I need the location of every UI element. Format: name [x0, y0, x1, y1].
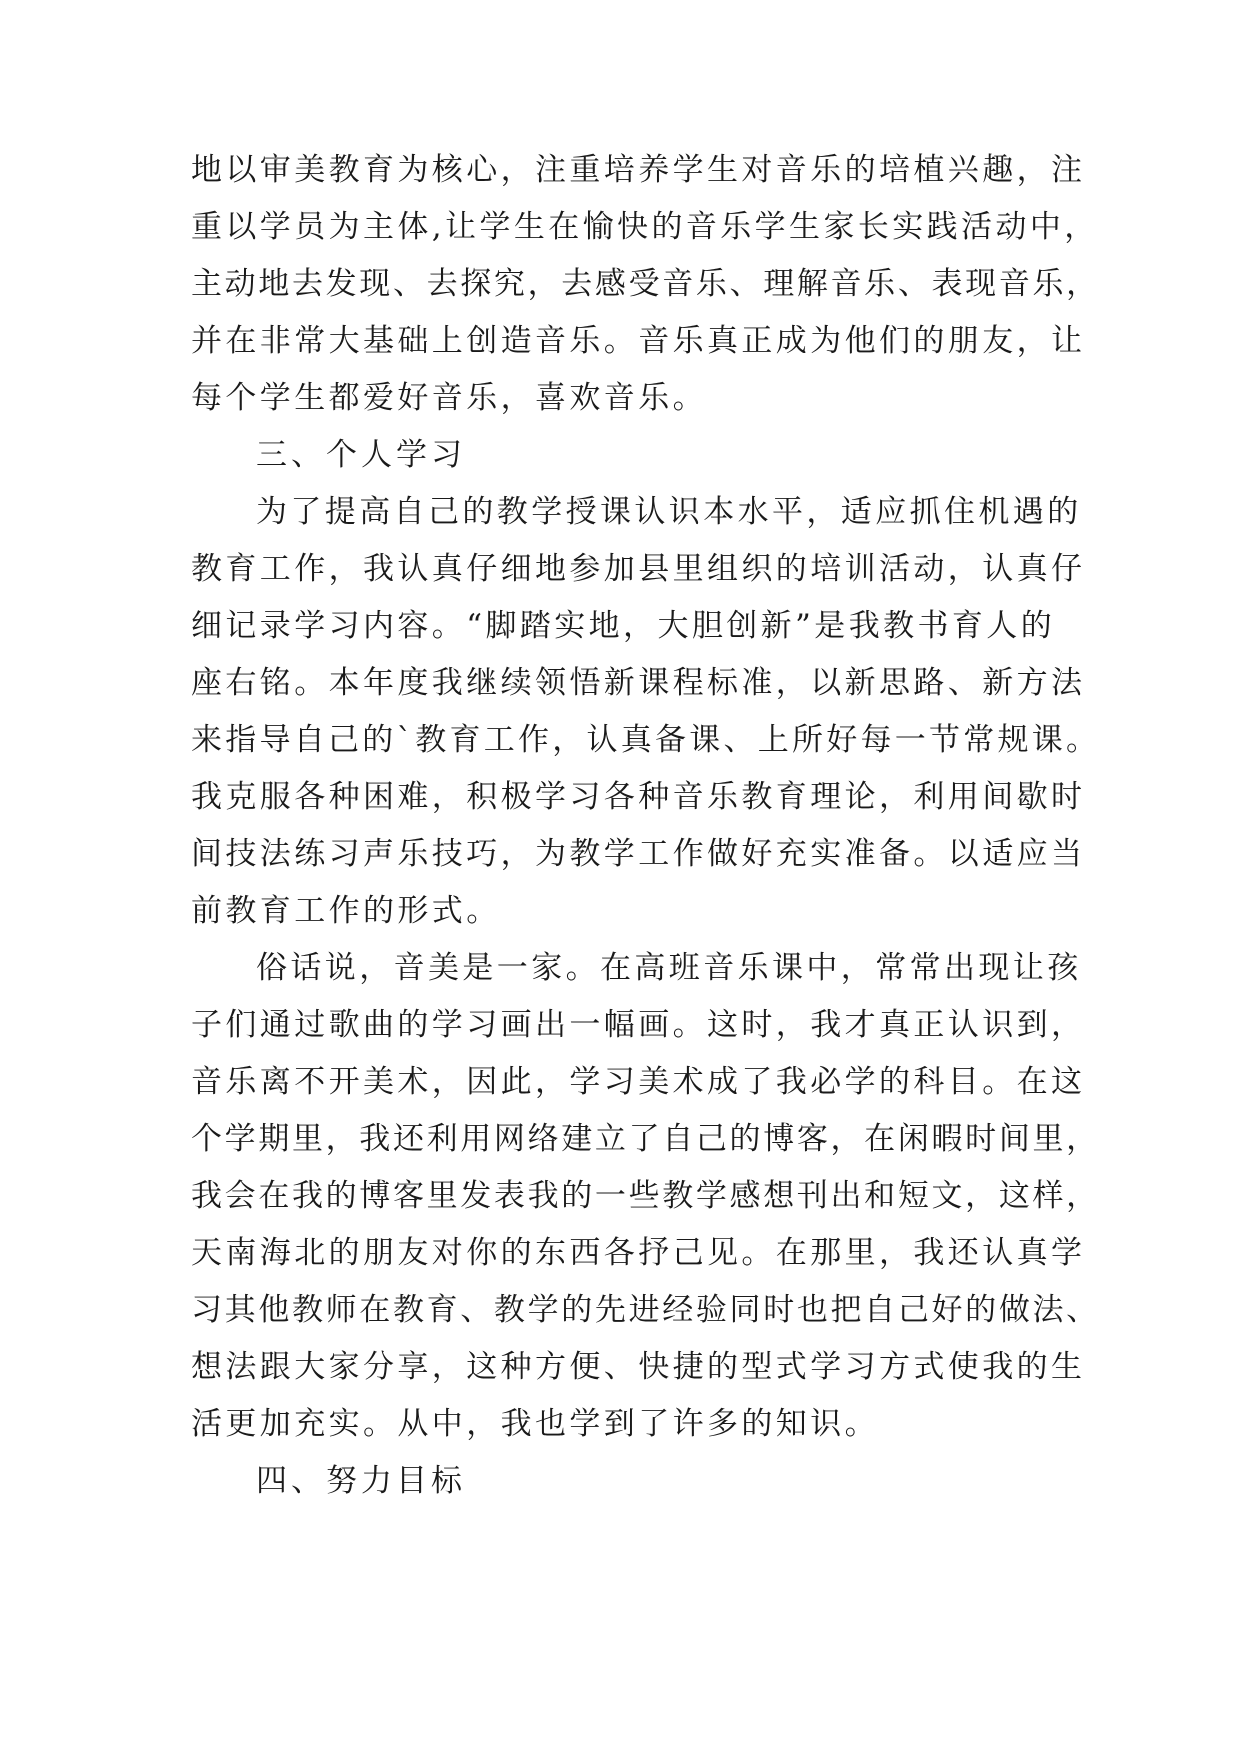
- paragraph-line: 每个学生都爱好音乐，喜欢音乐。: [191, 380, 707, 416]
- paragraph-line: 音乐离不开美术，因此，学习美术成了我必学的科目。在这: [191, 1064, 1086, 1100]
- paragraph-line: 习其他教师在教育、教学的先进经验同时也把自己好的做法、: [191, 1292, 1100, 1328]
- section-heading-personal-study: 三、个人学习: [256, 437, 466, 473]
- paragraph-line: 我会在我的博客里发表我的一些教学感想刊出和短文，这样，: [191, 1178, 1100, 1214]
- section-heading-goals: 四、努力目标: [256, 1463, 466, 1499]
- paragraph-line: 教育工作，我认真仔细地参加县里组织的培训活动，认真仔: [191, 551, 1086, 587]
- paragraph-line: 天南海北的朋友对你的东西各抒己见。在那里，我还认真学: [191, 1235, 1086, 1271]
- paragraph-line: 我克服各种困难，积极学习各种音乐教育理论，利用间歇时: [191, 779, 1086, 815]
- paragraph-line: 子们通过歌曲的学习画出一幅画。这时，我才真正认识到，: [191, 1007, 1086, 1043]
- paragraph-line: 想法跟大家分享，这种方便、快捷的型式学习方式使我的生: [191, 1349, 1086, 1385]
- paragraph-line: 间技法练习声乐技巧，为教学工作做好充实准备。以适应当: [191, 836, 1086, 872]
- paragraph-line: 重以学员为主体,让学生在愉快的音乐学生家长实践活动中，: [191, 209, 1099, 245]
- paragraph-line: 主动地去发现、去探究，去感受音乐、理解音乐、表现音乐，: [191, 266, 1100, 302]
- paragraph-line: 前教育工作的形式。: [191, 893, 501, 929]
- paragraph-line: 座右铭。本年度我继续领悟新课程标准，以新思路、新方法: [191, 665, 1086, 701]
- paragraph-first-line: 为了提高自己的教学授课认识本水平，适应抓住机遇的: [256, 494, 1082, 530]
- paragraph-line: 个学期里，我还利用网络建立了自己的博客，在闲暇时间里，: [191, 1121, 1100, 1157]
- paragraph-line: 细记录学习内容。“脚踏实地，大胆创新”是我教书育人的: [191, 608, 1056, 644]
- paragraph-first-line: 俗话说，音美是一家。在高班音乐课中，常常出现让孩: [256, 950, 1082, 986]
- paragraph-line: 地以审美教育为核心，注重培养学生对音乐的培植兴趣，注: [191, 152, 1086, 188]
- paragraph-line: 来指导自己的`教育工作，认真备课、上所好每一节常规课。: [191, 722, 1101, 758]
- paragraph-line: 活更加充实。从中，我也学到了许多的知识。: [191, 1406, 879, 1442]
- paragraph-line: 并在非常大基础上创造音乐。音乐真正成为他们的朋友，让: [191, 323, 1086, 359]
